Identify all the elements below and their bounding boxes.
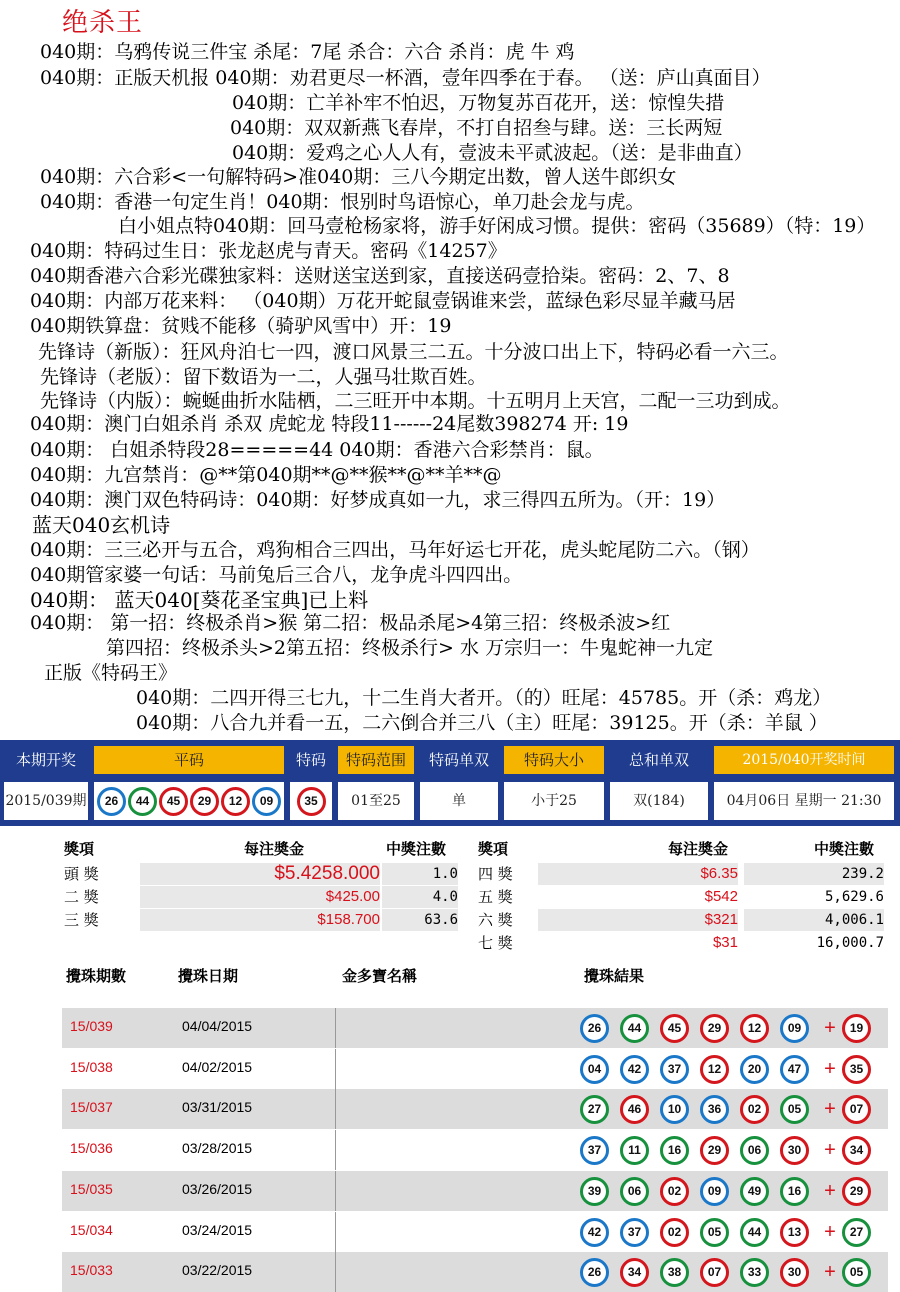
history-ball: 47 — [780, 1055, 809, 1084]
prize-amount: $6.35 — [538, 863, 738, 885]
prize-amount: $158.700 — [140, 909, 380, 931]
text-line: 040期：九宫禁肖：@**第040期**@**猴**@**羊**@ — [30, 464, 502, 486]
draw-result-table — [0, 740, 900, 826]
text-line: 040期：特码过生日：张龙赵虎与青天。密码《14257》 — [30, 240, 507, 262]
history-special-ball: 19 — [842, 1014, 871, 1043]
prize-count: 4,006.1 — [744, 909, 884, 931]
prize-header-right: 獎項 — [478, 840, 509, 858]
text-line: 040期： 第一招：终极杀肖>猴 第二招：极品杀尾>4第三招：终极杀波>红 — [30, 612, 671, 634]
odd-even-value: 单 — [420, 782, 498, 820]
header-odd-even: 特码单双 — [420, 746, 498, 774]
history-date: 03/24/2015 — [182, 1221, 253, 1238]
history-ball: 30 — [780, 1136, 809, 1165]
history-ball: 09 — [780, 1014, 809, 1043]
history-special-ball: 27 — [842, 1218, 871, 1247]
prize-label: 四 獎 — [478, 863, 538, 885]
prize-label: 五 獎 — [478, 886, 538, 908]
history-ball: 16 — [780, 1177, 809, 1206]
ball: 45 — [159, 787, 188, 816]
history-row — [62, 1212, 888, 1252]
text-line: 正版《特码王》 — [44, 662, 178, 684]
history-ball: 33 — [740, 1258, 769, 1287]
history-row — [62, 1008, 888, 1048]
history-issue: 15/035 — [70, 1180, 113, 1197]
column-divider — [335, 1212, 336, 1252]
column-divider — [335, 1089, 336, 1129]
next-time-value: 04月06日 星期一 21:30 — [714, 782, 894, 820]
history-header: 攪珠結果 — [584, 967, 645, 985]
history-ball: 30 — [780, 1258, 809, 1287]
prize-label: 頭 獎 — [64, 863, 140, 885]
history-row — [62, 1049, 888, 1089]
history-ball: 37 — [620, 1218, 649, 1247]
history-ball: 06 — [620, 1177, 649, 1206]
history-ball: 12 — [740, 1014, 769, 1043]
prize-amount: $542 — [538, 886, 738, 908]
history-row — [62, 1171, 888, 1211]
history-ball: 44 — [620, 1014, 649, 1043]
prize-amount: $321 — [538, 909, 738, 931]
history-special-ball: 07 — [842, 1095, 871, 1124]
history-ball: 04 — [580, 1055, 609, 1084]
history-balls — [580, 1093, 888, 1125]
history-ball: 05 — [700, 1218, 729, 1247]
text-line: 040期：爱鸡之心人人有，壹波未平贰波起。（送：是非曲直） — [232, 142, 753, 164]
history-date: 04/02/2015 — [182, 1058, 253, 1075]
history-balls — [580, 1012, 888, 1044]
text-line: 040期： 蓝天040[葵花圣宝典]已上料 — [30, 588, 369, 612]
column-divider — [335, 1049, 336, 1089]
prize-count: 1.0 — [382, 863, 458, 885]
prize-label: 六 獎 — [478, 909, 538, 931]
history-balls — [580, 1134, 888, 1166]
plus-sign: + — [824, 1017, 836, 1039]
column-divider — [335, 1008, 336, 1048]
history-issue: 15/036 — [70, 1140, 113, 1157]
history-ball: 29 — [700, 1014, 729, 1043]
history-ball: 46 — [620, 1095, 649, 1124]
history-ball: 20 — [740, 1055, 769, 1084]
size-value: 小于25 — [504, 782, 604, 820]
text-line: 040期：二四开得三七九，十二生肖大者开。（的）旺尾：45785。开（杀：鸡龙） — [136, 687, 832, 709]
history-issue: 15/037 — [70, 1099, 113, 1116]
history-ball: 34 — [620, 1258, 649, 1287]
history-ball: 49 — [740, 1177, 769, 1206]
history-header: 攪珠日期 — [178, 967, 239, 985]
prize-count: 16,000.7 — [744, 932, 884, 954]
issue-value: 2015/039期 — [4, 782, 88, 820]
history-issue: 15/034 — [70, 1221, 113, 1238]
history-ball: 45 — [660, 1014, 689, 1043]
page-title: 绝杀王 — [62, 8, 144, 38]
ball: 12 — [221, 787, 250, 816]
prize-label: 七 獎 — [478, 932, 538, 954]
prize-amount: $5.4258.000 — [140, 863, 380, 885]
history-balls — [580, 1053, 888, 1085]
text-line: 040期：乌鸦传说三件宝 杀尾：7尾 杀合：六合 杀肖：虎 牛 鸡 — [40, 41, 575, 63]
header-special: 特码 — [290, 746, 332, 774]
text-line: 040期：三三必开与五合，鸡狗相合三四出，马年好运七开花，虎头蛇尾防二六。（钢） — [30, 539, 760, 561]
history-row — [62, 1130, 888, 1170]
history-ball: 37 — [660, 1055, 689, 1084]
history-ball: 29 — [700, 1136, 729, 1165]
text-line: 040期铁算盘：贫贱不能移（骑驴风雪中）开：19 — [30, 315, 452, 337]
ball: 09 — [252, 787, 281, 816]
text-line: 040期：香港一句定生肖！040期：恨别时鸟语惊心，单刀赴会龙与虎。 — [40, 191, 645, 213]
prize-count: 5,629.6 — [744, 886, 884, 908]
plus-sign: + — [824, 1098, 836, 1121]
history-date: 03/31/2015 — [182, 1099, 253, 1116]
history-issue: 15/038 — [70, 1058, 113, 1075]
history-issue: 15/039 — [70, 1018, 113, 1034]
prize-count: 239.2 — [744, 863, 884, 885]
header-sum: 总和单双 — [610, 746, 708, 774]
text-line: 040期管家婆一句话：马前兔后三合八，龙争虎斗四四出。 — [30, 564, 523, 586]
history-ball: 10 — [660, 1095, 689, 1124]
column-divider — [335, 1252, 336, 1292]
history-row — [62, 1252, 888, 1292]
history-date: 03/26/2015 — [182, 1180, 253, 1197]
history-ball: 37 — [580, 1136, 609, 1165]
history-special-ball: 34 — [842, 1136, 871, 1165]
history-date: 03/22/2015 — [182, 1262, 253, 1279]
text-line: 040期香港六合彩光碟独家料：送财送宝送到家，直接送码壹拾柒。密码：2、7、8 — [30, 265, 730, 287]
prize-header-left: 中獎注數 — [386, 840, 447, 858]
prize-label: 二 獎 — [64, 886, 140, 908]
plus-sign: + — [824, 1220, 836, 1243]
history-ball: 26 — [580, 1014, 609, 1043]
prize-header-right: 中獎注數 — [814, 840, 875, 858]
special-ball: 35 — [297, 787, 326, 816]
history-ball: 13 — [780, 1218, 809, 1247]
history-date: 03/28/2015 — [182, 1140, 253, 1157]
header-current-draw: 本期开奖 — [4, 746, 88, 774]
prize-header-left: 獎項 — [64, 840, 95, 858]
plus-sign: + — [824, 1179, 836, 1202]
text-line: 040期：双双新燕飞春岸，不打自招叁与肆。送：三长两短 — [230, 117, 723, 139]
history-ball: 16 — [660, 1136, 689, 1165]
history-header: 攪珠期數 — [66, 967, 127, 985]
text-line: 第四招：终极杀头>2第五招：终极杀行> 水 万宗归一：牛鬼蛇神一九定 — [106, 637, 714, 659]
history-issue: 15/033 — [70, 1262, 113, 1279]
header-regular: 平码 — [94, 746, 284, 774]
history-special-ball: 35 — [842, 1055, 871, 1084]
ball: 29 — [190, 787, 219, 816]
history-ball: 09 — [700, 1177, 729, 1206]
history-date: 04/04/2015 — [182, 1018, 253, 1034]
history-ball: 36 — [700, 1095, 729, 1124]
text-line: 040期：澳门白姐杀肖 杀双 虎蛇龙 特段11------24尾数398274 开: 19 — [30, 413, 629, 435]
text-line: 040期：亡羊补牢不怕迟，万物复苏百花开，送：惊惶失措 — [232, 92, 725, 114]
column-divider — [335, 1130, 336, 1170]
history-ball: 38 — [660, 1258, 689, 1287]
text-line: 040期：六合彩<一句解特码>准040期：三八今期定出数，曾人送牛郎织女 — [40, 166, 677, 188]
text-line: 蓝天040玄机诗 — [32, 513, 171, 537]
history-ball: 12 — [700, 1055, 729, 1084]
history-balls — [580, 1216, 888, 1248]
text-line: 先锋诗（新版）：狂风舟泊七一四，渡口风景三二五。十分波口出上下，特码必看一六三。 — [38, 341, 789, 363]
prize-header-left: 每注奬金 — [244, 840, 305, 858]
history-balls — [580, 1256, 888, 1288]
history-ball: 07 — [700, 1258, 729, 1287]
history-balls — [580, 1175, 888, 1207]
history-ball: 02 — [740, 1095, 769, 1124]
history-row — [62, 1089, 888, 1129]
text-line: 040期：内部万花来料： （040期）万花开蛇鼠壹锅谁来尝，蓝绿色彩尽显羊藏马居 — [30, 290, 736, 312]
header-size: 特码大小 — [504, 746, 604, 774]
history-ball: 27 — [580, 1095, 609, 1124]
history-ball: 44 — [740, 1218, 769, 1247]
text-line: 先锋诗（老版）：留下数语为一二，人强马壮欺百姓。 — [40, 366, 487, 388]
history-ball: 02 — [660, 1177, 689, 1206]
plus-sign: + — [824, 1261, 836, 1284]
text-line: 040期：澳门双色特码诗：040期：好梦成真如一九，求三得四五所为。（开：19） — [30, 489, 726, 511]
sum-value: 双(184) — [610, 782, 708, 820]
regular-balls — [94, 782, 284, 820]
history-header: 金多寶名稱 — [342, 967, 418, 985]
prize-count: 4.0 — [382, 886, 458, 908]
text-line: 040期：八合九并看一五，二六倒合并三八（主）旺尾：39125。开（杀：羊鼠 ） — [136, 712, 828, 734]
history-ball: 26 — [580, 1258, 609, 1287]
text-line: 先锋诗（内版）：蜿蜒曲折水陆栖，二三旺开中本期。十五明月上天宫，二配一三功到成。 — [40, 390, 791, 412]
history-ball: 06 — [740, 1136, 769, 1165]
history-ball: 39 — [580, 1177, 609, 1206]
column-divider — [335, 1171, 336, 1211]
text-line: 白小姐点特040期：回马壹枪杨家将，游手好闲成习惯。提供：密码（35689）（特：19） — [118, 215, 876, 237]
prize-label: 三 獎 — [64, 909, 140, 931]
ball: 44 — [128, 787, 157, 816]
prize-count: 63.6 — [382, 909, 458, 931]
plus-sign: + — [824, 1139, 836, 1162]
ball: 26 — [97, 787, 126, 816]
history-ball: 02 — [660, 1218, 689, 1247]
header-range: 特码范围 — [338, 746, 414, 774]
text-line: 040期：正版天机报 040期：劝君更尽一杯酒，壹年四季在于春。 （送：庐山真面目） — [40, 67, 771, 89]
header-next-time: 2015/040开奖时间 — [714, 746, 894, 774]
special-ball-cell — [290, 782, 332, 820]
history-ball: 05 — [780, 1095, 809, 1124]
prize-amount: $31 — [538, 932, 738, 954]
prize-header-right: 每注奬金 — [668, 840, 729, 858]
history-special-ball: 29 — [842, 1177, 871, 1206]
history-special-ball: 05 — [842, 1258, 871, 1287]
range-value: 01至25 — [338, 782, 414, 820]
prize-amount: $425.00 — [140, 886, 380, 908]
history-ball: 42 — [620, 1055, 649, 1084]
history-ball: 42 — [580, 1218, 609, 1247]
text-line: 040期： 白姐杀特段28=====44 040期：香港六合彩禁肖：鼠。 — [30, 439, 604, 461]
plus-sign: + — [824, 1057, 836, 1080]
history-ball: 11 — [620, 1136, 649, 1165]
